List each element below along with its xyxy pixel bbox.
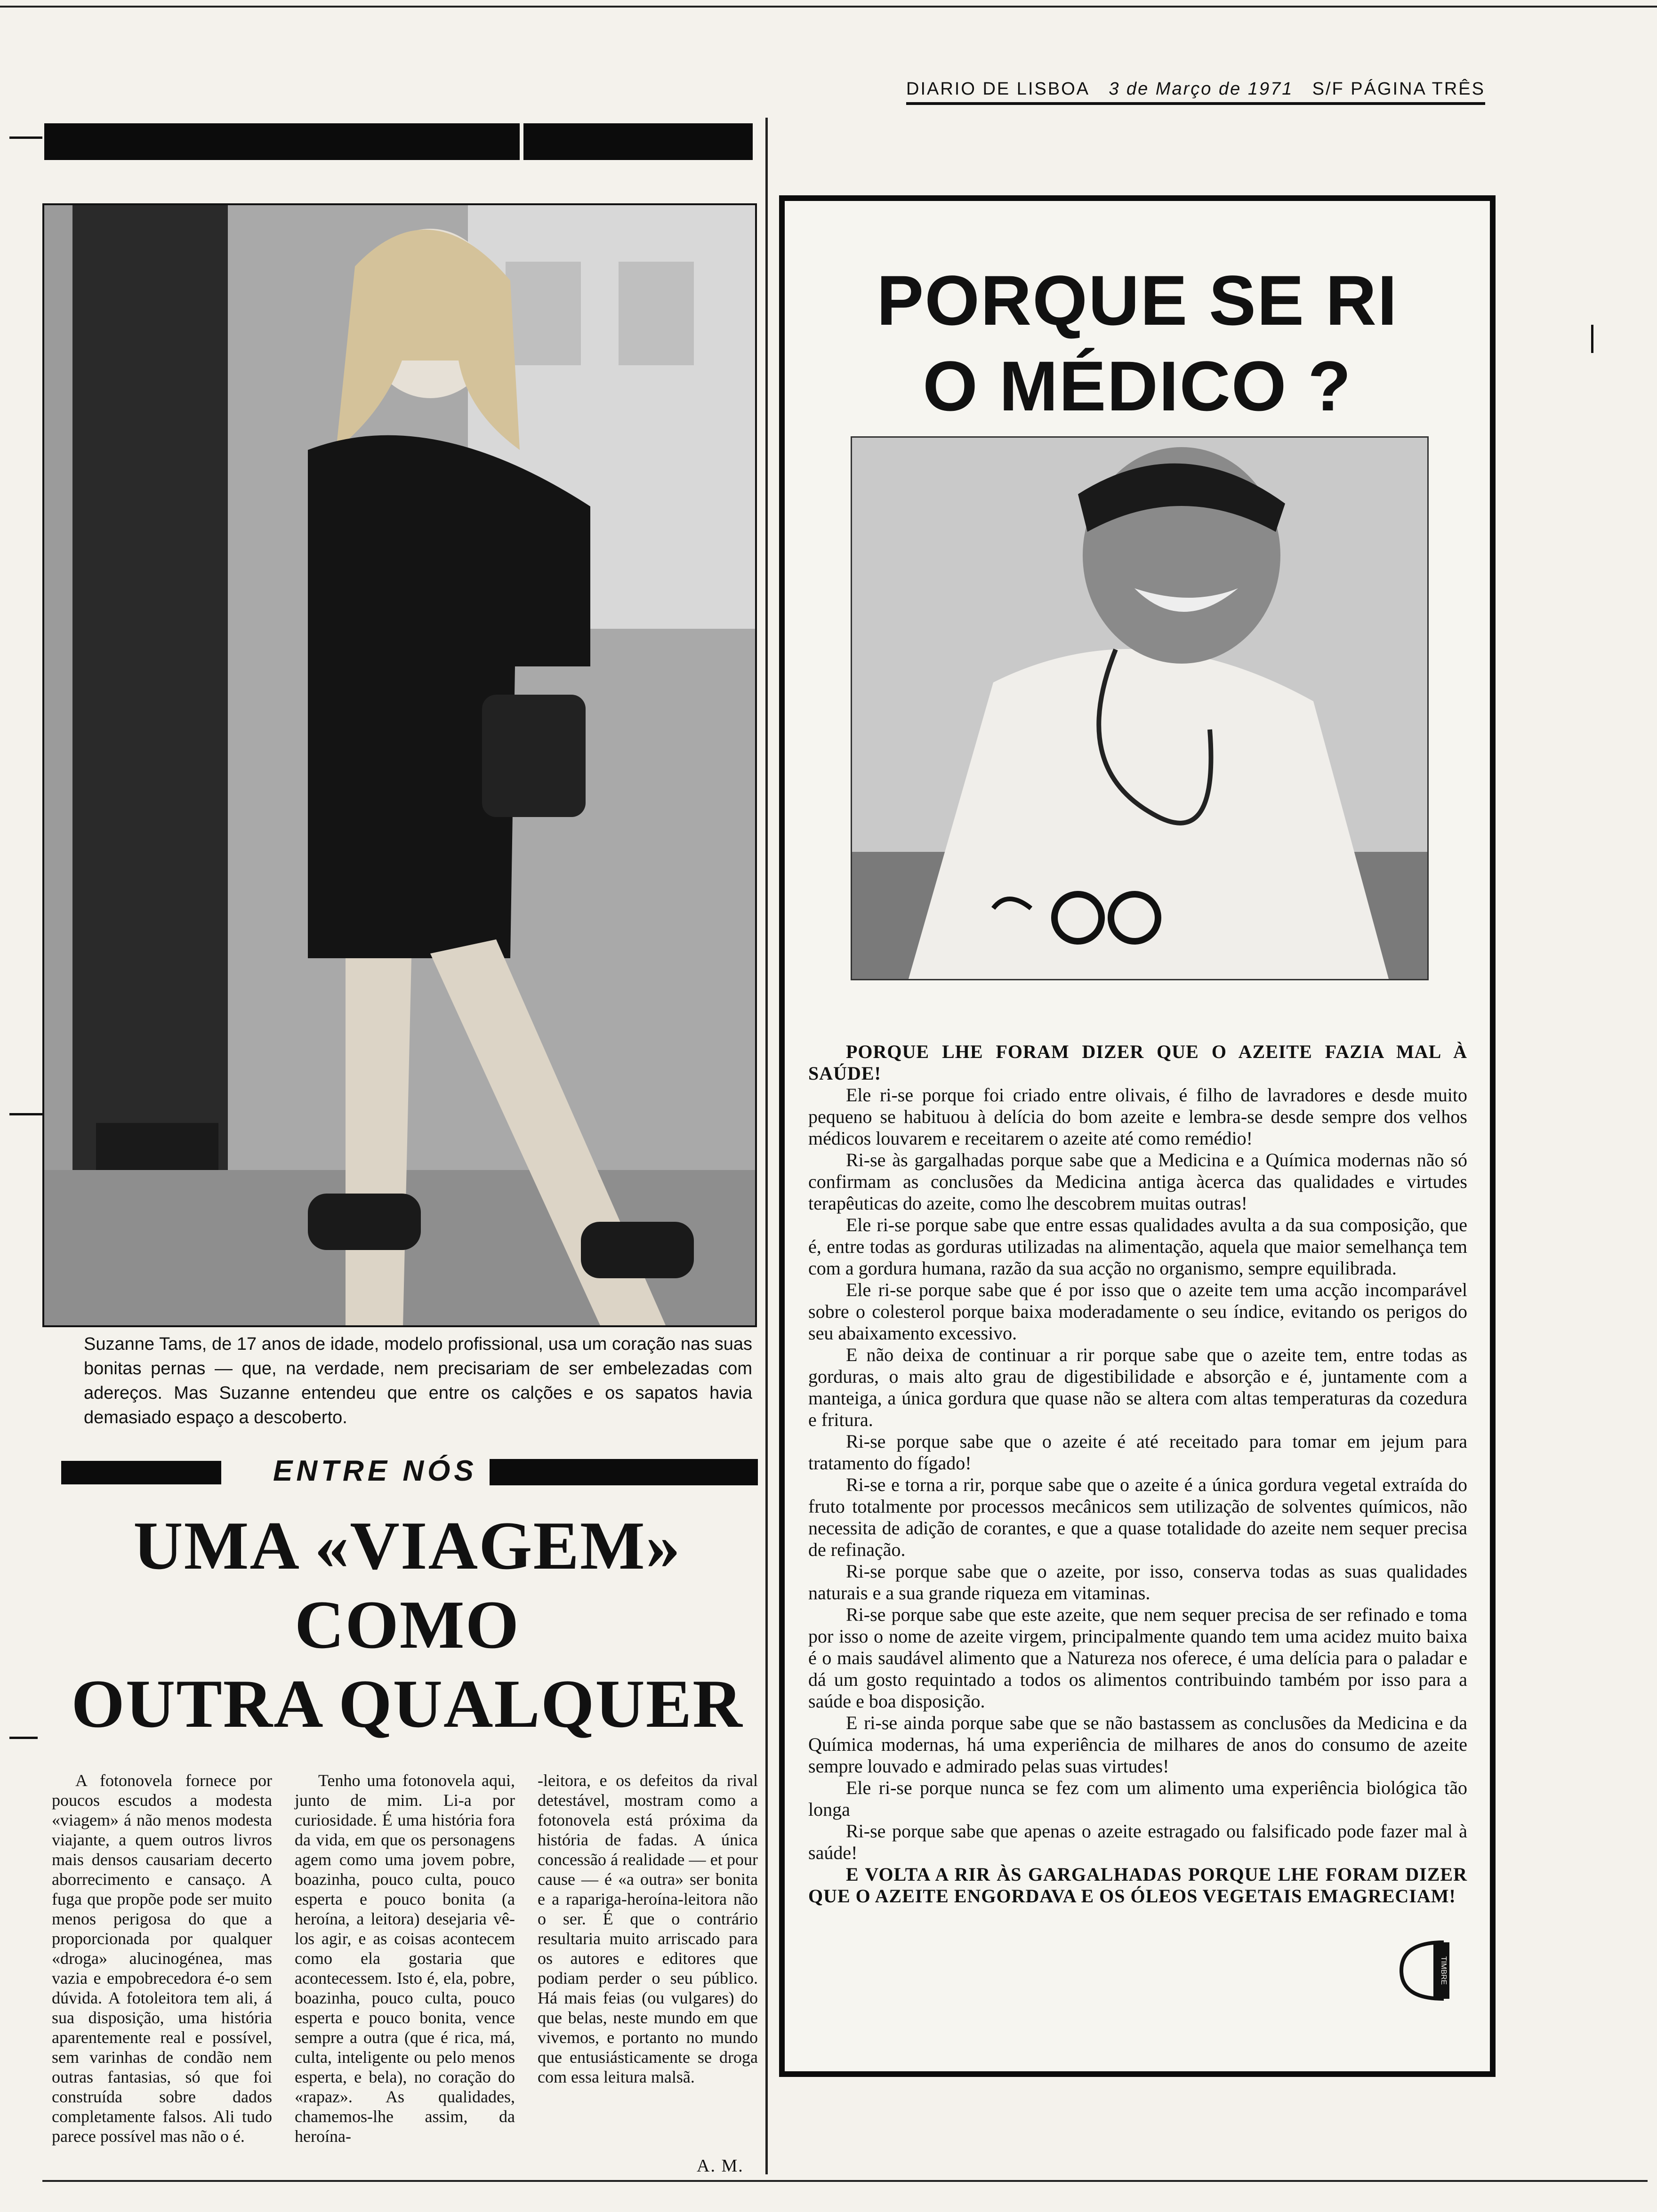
ad-final-paragraph: E VOLTA A RIR ÀS GARGALHADAS PORQUE LHE FORAM DIZER QUE O AZEITE ENGORDAVA E OS ÓLEOS VEGETAIS EMAGRECIAM!: [808, 1864, 1467, 1907]
masthead-section: S/F PÁGINA TRÊS: [1312, 79, 1485, 99]
kicker-bar-right: [490, 1459, 758, 1485]
top-rule: [0, 6, 1657, 8]
masthead-date: 3 de Março de 1971: [1109, 79, 1294, 99]
kicker-label: ENTRE NÓS: [273, 1455, 477, 1487]
column-divider: [765, 118, 768, 2174]
masthead: [906, 79, 1485, 105]
ad-title-line-2: O MÉDICO ?: [923, 346, 1352, 425]
timbre-logo-icon: [1397, 1933, 1453, 2008]
ad-paragraph: Ri-se às gargalhadas porque sabe que a Medicina e a Química modernas não só confirmam as conclusões da Medicina antiga àcerca das qualidades e virtudes terapêuticas do azeite, como lhe descobrem muitas outras!: [808, 1149, 1467, 1214]
article-column-1: [52, 1771, 272, 2156]
photo-caption: Suzanne Tams, de 17 anos de idade, modelo profissional, usa um coração nas suas bonitas pernas — que, na verdade, nem precisariam de ser embelezadas com adereços. Mas Suzanne entendeu que entre os calções e os sapatos havia demasiado espaço a descoberto.: [84, 1334, 752, 1427]
ad-paragraph: Ri-se porque sabe que o azeite, por isso, conserva todas as suas qualidades naturais e a sua grande riqueza em vitaminas.: [808, 1561, 1467, 1603]
article-paragraph: -leitora, e os defeitos da rival detestável, mostram como a fotonovela está próxima da história de fadas. A única concessão á realidade — et pour cause — é «a outra» ser bonita e a rapariga-heroína-leitora não o ser. É que o contrário resultaria muito arriscado para os autores e editores que podiam perder o seu público. Há mais feias (ou vulgares) do que belas, neste mundo em que vivemos, e portanto no mundo que entusiásticamente se droga com essa leitura malsã.: [538, 1771, 758, 2086]
article-body: [52, 1771, 758, 2156]
ad-paragraph: Ele ri-se porque sabe que é por isso que o azeite tem uma acção incomparável sobre o colesterol porque baixa moderadamente o seu índice, evitando os perigos do seu abaixamento excessivo.: [808, 1279, 1467, 1344]
headline-line-2: COMO: [294, 1587, 520, 1663]
photo-shoe-right: [581, 1222, 694, 1278]
photo-window: [619, 262, 694, 365]
laughing-doctor-photo: [851, 436, 1429, 980]
ad-title: [785, 257, 1490, 429]
margin-mark: [1591, 325, 1593, 353]
ad-body-text: [808, 1041, 1467, 1907]
article-paragraph: A fotonovela fornece por poucos escudos a modesta «viagem» á não menos modesta viajante, a quem outros livros mais densos causariam decerto aborrecimento e cansaço. A fuga que propõe pode ser muito menos perigosa do que a proporcionada por qualquer «droga» alucinogénea, mas vazia e empobrecedora é-o sem dúvida. A fotoleitora tem ali, á sua disposição, uma história aparentemente real e possível, sem varinhas de condão nem outras fantasias, só que foi construída sobre dados completamente falsos. Ali tudo parece possível mas não o é.: [52, 1771, 272, 2146]
margin-mark: [9, 136, 42, 139]
ad-paragraph: Ele ri-se porque nunca se fez com um alimento uma experiência biológica tão longa: [808, 1777, 1467, 1820]
photo-illustration: [44, 205, 755, 1325]
timbre-logo-graphic: [1397, 1933, 1453, 2008]
section-header-bar: [44, 123, 753, 160]
ad-paragraph: E não deixa de continuar a rir porque sabe que o azeite tem, entre todas as gorduras, o mais alto grau de digestibilidade e absorção e é, juntamente com a manteiga, a única gordura que quase não se altera com altas temperaturas da cozedura e fritura.: [808, 1344, 1467, 1430]
ad-paragraph: Ri-se porque sabe que este azeite, que nem sequer precisa de ser refinado e toma por isso o nome de azeite virgem, principalmente quando tem uma acidez muito baixa é o mais saudável alimento que a Natureza nos oferece, é uma delícia para o paladar e dá um gosto requintado a todos os alimentos contribuindo também por isso para a saúde e boa disposição.: [808, 1604, 1467, 1712]
headline-line-3: OUTRA QUALQUER: [71, 1666, 743, 1742]
photo-camera-bag: [482, 695, 586, 817]
margin-mark: [9, 1113, 42, 1115]
photo-window: [506, 262, 581, 365]
kicker-row: [61, 1454, 758, 1492]
ad-paragraph: Ri-se porque sabe que o azeite é até receitado para tomar em jejum para tratamento do fígado!: [808, 1431, 1467, 1474]
bottom-rule: [42, 2180, 1648, 2182]
ad-title-line-1: PORQUE SE RI: [877, 261, 1398, 340]
article-column-3: [538, 1771, 758, 2156]
ad-paragraph: Ri-se porque sabe que apenas o azeite estragado ou falsificado pode fazer mal à saúde!: [808, 1820, 1467, 1863]
ad-paragraph: Ri-se e torna a rir, porque sabe que o azeite é a única gordura vegetal extraída do fruto totalmente por processos mecânicos sem utilização de solventes químicos, não necessita de adição de corantes, e que a quase totalidade do azeite nem sequer precisa de refinação.: [808, 1474, 1467, 1560]
ad-paragraph: Ele ri-se porque sabe que entre essas qualidades avulta a da sua composição, que é, entre todas as gorduras utilizadas na alimentação, aquela que maior semelhança tem com a gordura humana, razão da sua acção no organismo, sempre equilibrada.: [808, 1214, 1467, 1279]
headline-line-1: UMA «VIAGEM»: [133, 1507, 681, 1584]
masthead-paper: DIARIO DE LISBOA: [906, 79, 1090, 99]
ad-paragraph: PORQUE LHE FORAM DIZER QUE O AZEITE FAZIA MAL À SAÚDE!: [808, 1041, 1467, 1084]
article-paragraph: Tenho uma fotonovela aqui, junto de mim. Li-a por curiosidade. É uma história fora da vida, em que os personagens agem como uma jovem pobre, boazinha, pouco culta, pouco esperta e pouco bonita (a heroína, a leitora) desejaria vê-los agir, e as coisas acontecem como ela gostaria que acontecessem. Isto é, ela, pobre, boazinha, pouco culta, pouco esperta e pouco bonita, vence sempre a outra (que é rica, má, culta, inteligente ou pelo menos esperta, e bela), no coração do «rapaz». As qualidades, chamemos-lhe assim, da heroína-: [295, 1771, 515, 2146]
photo-leg-left: [346, 958, 411, 1325]
article-column-2: [295, 1771, 515, 2156]
ad-paragraph: E ri-se ainda porque sabe que se não bastassem as conclusões da Medicina e da Química modernas, há uma experiência de milhares de anos do consumo de azeite sempre louvado e admirado pelas suas virtudes!: [808, 1712, 1467, 1777]
bar-gap: [520, 123, 523, 160]
article-headline: [71, 1506, 744, 1743]
article-signature: A. M.: [697, 2156, 744, 2176]
photo-shoe-left: [308, 1194, 421, 1250]
logo-text: TIMBRE: [1440, 1956, 1448, 1985]
kicker-bar-left: [61, 1461, 221, 1484]
ad-paragraph: Ele ri-se porque foi criado entre olivais, é filho de lavradores e desde muito pequeno se habituou à delícia do bom azeite e lembra-se desde sempre dos velhos médicos louvarem e receitarem o azeite até como remédio!: [808, 1084, 1467, 1149]
ad-photo-illustration: [852, 438, 1427, 979]
woman-street-photo: [42, 203, 757, 1327]
olive-oil-advertisement: [779, 195, 1496, 2077]
margin-mark: [9, 1737, 38, 1739]
